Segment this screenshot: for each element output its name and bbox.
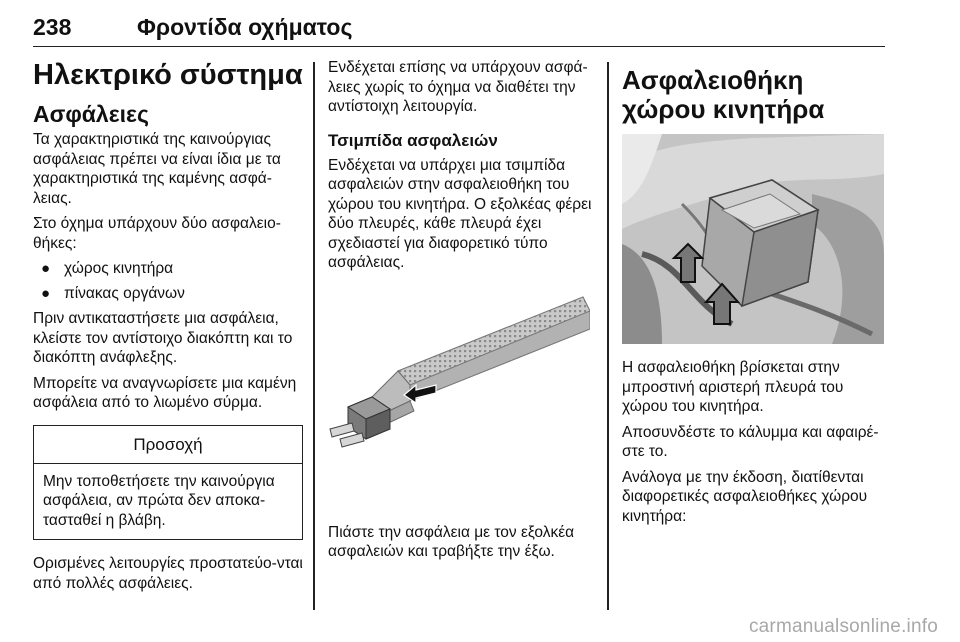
caution-text: Μην τοποθετήσετε την καινούργια ασφάλεια, αν πρώτα δεν αποκα-τασταθεί η βλάβη. [43, 472, 275, 529]
paragraph: Τα χαρακτηριστικά της καινούργιας ασφάλειας πρέπει να είναι ίδια με τα χαρακτηριστικά της καμένης ασφά-λειας. [33, 131, 281, 207]
paragraph: Ανάλογα με την έκδοση, διατίθενται διαφορετικές ασφαλειοθήκες χώρου κινητήρα: [622, 468, 868, 525]
paragraph: Η ασφαλειοθήκη βρίσκεται στην μπροστινή αριστερή πλευρά του χώρου του κινητήρα. [622, 359, 844, 415]
illustration-caption: Πιάστε την ασφάλεια με τον εξολκέα ασφαλειών και τραβήξτε την έξω. [328, 523, 575, 560]
caution-box [33, 425, 303, 541]
column-2 [328, 58, 598, 568]
subsection-heading: Τσιμπίδα ασφαλειών [328, 130, 498, 150]
paragraph: Μπορείτε να αναγνωρίσετε μια καμένη ασφάλεια από το λιωμένο σύρμα. [33, 374, 297, 411]
section-title: Ηλεκτρικό σύστημα [33, 59, 303, 91]
column-3 [622, 58, 888, 532]
column-divider-right [607, 62, 609, 610]
page-number: 238 [33, 14, 72, 40]
list-item [33, 284, 303, 304]
bullet-list [33, 259, 303, 303]
paragraph: Στο όχημα υπάρχουν δύο ασφαλειο-θήκες: [33, 215, 281, 252]
caution-title: Προσοχή [34, 426, 302, 464]
paragraph: Αποσυνδέστε το κάλυμμα και αφαιρέ-στε το. [622, 423, 879, 460]
engine-fusebox-photo [622, 134, 884, 344]
running-title: Φροντίδα οχήματος [137, 14, 353, 40]
list-item-text: χώρος κινητήρα [64, 260, 174, 277]
list-item-text: πίνακας οργάνων [64, 284, 185, 302]
subsection-title: Ασφάλειες [33, 101, 149, 127]
page-header [33, 6, 885, 47]
paragraph: Πριν αντικαταστήσετε μια ασφάλεια, κλείστε τον αντίστοιχο διακόπτη και το διακόπτη ανάφλεξης. [33, 310, 293, 366]
paragraph: Ορισμένες λειτουργίες προστατεύο-νται από πολλές ασφάλειες. [33, 555, 303, 592]
column-divider-left [313, 62, 315, 610]
paragraph: Ενδέχεται να υπάρχει μια τσιμπίδα ασφαλειών στην ασφαλειοθήκη του χώρου του κινητήρα. Ο εξολκέας φέρει δύο πλευρές, κάθε πλευρά έχει σχεδιαστεί για διαφορετικό τύπο ασφάλειας. [328, 156, 592, 271]
paragraph: Ενδέχεται επίσης να υπάρχουν ασφά-λειες χωρίς το όχημα να διαθέτει την αντίστοιχη λειτουργία. [328, 59, 588, 115]
subsection-title: Ασφαλειοθήκη χώρου κινητήρα [622, 65, 825, 124]
watermark: carmanualsonline.info [748, 616, 938, 637]
list-item [33, 259, 303, 279]
bullet-icon: ● [41, 260, 51, 277]
fuse-puller-illustration [328, 289, 590, 509]
bullet-icon: ● [41, 284, 51, 302]
column-1 [33, 58, 303, 599]
